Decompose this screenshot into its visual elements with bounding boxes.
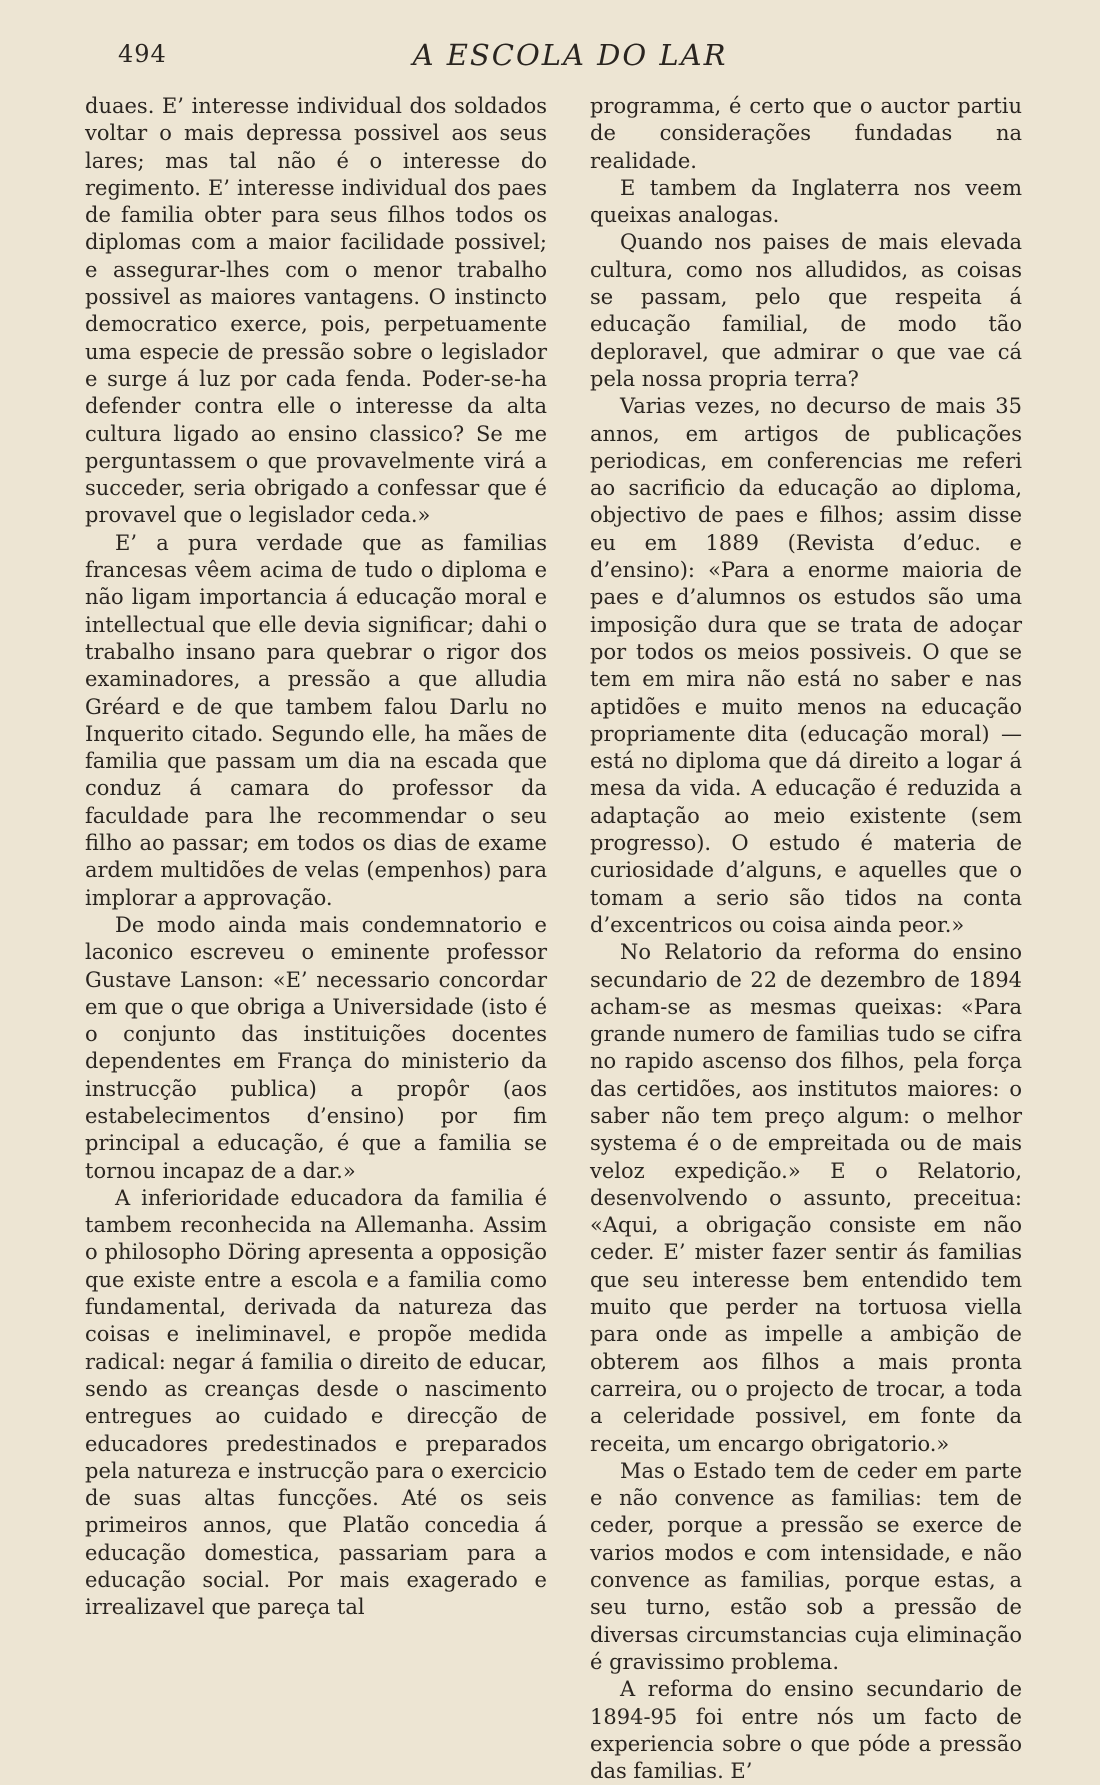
paragraph: Quando nos paises de mais elevada cultura, como nos alludidos, as coisas se passam, pelo que respeita á educação familial, de modo tão deploravel, que admirar o que vae cá pela nossa propria terra? — [590, 230, 1022, 391]
page-number: 494 — [118, 40, 167, 68]
paragraph: E tambem da Inglaterra nos veem queixas analogas. — [590, 175, 1022, 228]
running-title: A ESCOLA DO LAR — [412, 38, 728, 72]
paragraph: No Relatorio da reforma do ensino secundario de 22 de dezembro de 1894 acham-se as mesmas queixas: «Para grande numero de familias tudo se cifra no rapido ascenso dos filhos, pela força das certidões, aos institutos maiores: o saber não tem preço algum: o melhor systema é o de empreitada ou de mais veloz expedição.» E o Relatorio, desenvolvendo o assunto, preceitua: «Aqui, a obrigação consiste em não ceder. E’ mister fazer sentir ás familias que seu interesse bem entendido tem muito que perder na tortuosa viella para onde as impelle a ambição de obterem aos filhos a mais pronta carreira, ou o projecto de trocar, a toda a celeridade possivel, em fonte da receita, um encargo obrigatorio.» — [590, 940, 1022, 1456]
right-column — [590, 93, 1022, 1785]
left-column — [85, 93, 547, 1622]
paragraph: Varias vezes, no decurso de mais 35 annos, em artigos de publicações periodicas, em conferencias me referi ao sacrificio da educação ao diploma, objectivo de paes e filhos; assim disse eu em 1889 (Revista d’educ. e d’ensino): «Para a enorme maioria de paes e d’alumnos os estudos são uma imposição dura que se trata de adoçar por todos os meios possiveis. O que se tem em mira não está no saber e nas aptidões e muito menos na educação propriamente dita (educação moral) — está no diploma que dá direito a logar á mesa da vida. A educação é reduzida a adaptação ao meio existente (sem progresso). O estudo é materia de curiosidade d’alguns, e aquelles que o tomam a serio são tidos na conta d’excentricos ou coisa ainda peor.» — [590, 394, 1022, 937]
paragraph: E’ a pura verdade que as familias francesas vêem acima de tudo o diploma e não ligam importancia á educação moral e intellectual que elle devia significar; dahi o trabalho insano para quebrar o rigor dos examinadores, a pressão a que alludia Gréard e de que tambem falou Darlu no Inquerito citado. Segundo elle, ha mães de familia que passam um dia na escada que conduz á camara do professor da faculdade para lhe recommendar o seu filho ao passar; em todos os dias de exame ardem multidões de velas (empenhos) para implorar a approvação. — [85, 530, 547, 910]
paragraph: Mas o Estado tem de ceder em parte e não convence as familias: tem de ceder, porque a pressão se exerce de varios modos e com intensidade, e não convence as familias, porque estas, a seu turno, estão sob a pressão de diversas circumstancias cuja eliminação é gravissimo problema. — [590, 1458, 1022, 1674]
paragraph: programma, é certo que o auctor partiu de considerações fundadas na realidade. — [590, 94, 1022, 173]
paragraph: duaes. E’ interesse individual dos soldados voltar o mais depressa possivel aos seus lares; mas tal não é o interesse do regimento. E’ interesse individual dos paes de familia obter para seus filhos todos os diplomas com a maior facilidade possivel; e assegurar-lhes com o menor trabalho possivel as maiores vantagens. O instincto democratico exerce, pois, perpetuamente uma especie de pressão sobre o legislador e surge á luz por cada fenda. Poder-se-ha defender contra elle o interesse da alta cultura ligado ao ensino classico? Se me perguntassem o que provavelmente virá a succeder, seria obrigado a confessar que é provavel que o legislador ceda.» — [85, 94, 547, 528]
paragraph: A inferioridade educadora da familia é tambem reconhecida na Allemanha. Assim o philosopho Döring apresenta a opposição que existe entre a escola e a familia como fundamental, derivada da natureza das coisas e ineliminavel, e propõe medida radical: negar á familia o direito de educar, sendo as creanças desde o nascimento entregues ao cuidado e direcção de educadores predestinados e preparados pela natureza e instrucção para o exercicio de suas altas funcções. Até os seis primeiros annos, que Platão concedia á educação domestica, passariam para a educação social. Por mais exagerado e irrealizavel que pareça tal — [85, 1185, 547, 1620]
paragraph: De modo ainda mais condemnatorio e laconico escreveu o eminente professor Gustave Lanson: «E’ necessario concordar em que o que obriga a Universidade (isto é o conjunto das instituições docentes dependentes em França do ministerio da instrucção publica) a propôr (aos estabelecimentos d’ensino) por fim principal a educação, é que a familia se tornou incapaz de a dar.» — [85, 912, 547, 1183]
paragraph: A reforma do ensino secundario de 1894-95 foi entre nós um facto de experiencia sobre o que póde a pressão das familias. E’ — [590, 1677, 1022, 1784]
